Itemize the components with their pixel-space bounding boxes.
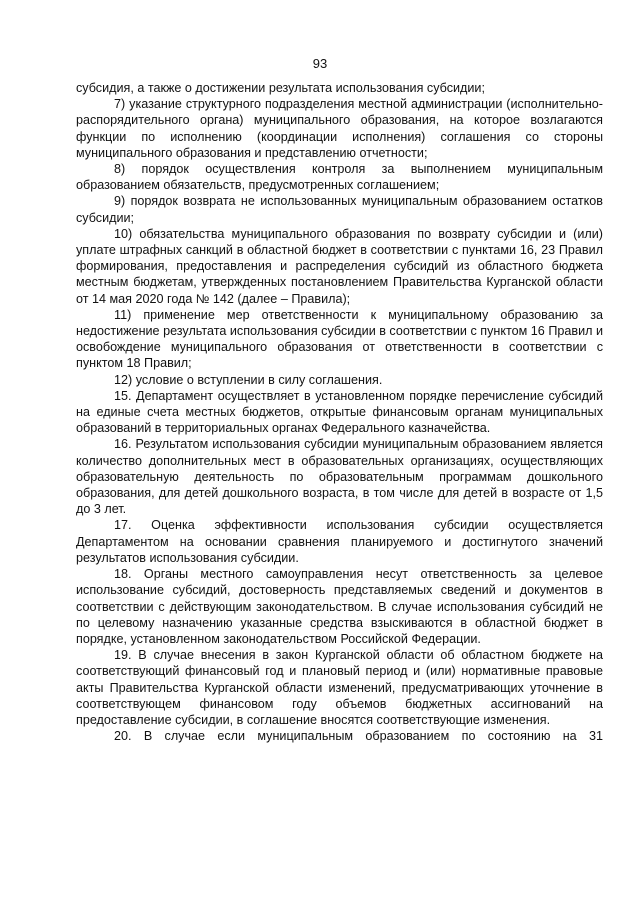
paragraph-item-8: 8) порядок осуществления контроля за выполнением муниципальным образованием обязательств, предусмотренных соглашением; bbox=[76, 162, 603, 193]
paragraph-item-9: 9) порядок возврата не использованных муниципальным образованием остатков субсидии; bbox=[76, 194, 603, 225]
paragraph-clause-20: 20. В случае если муниципальным образованием по состоянию на 31 bbox=[114, 729, 603, 744]
paragraph-clause-19: 19. В случае внесения в закон Курганской области об областном бюджете на соответствующий финансовый год и плановый период и (или) нормативные правовые акты Правительства Курганской области изменений, предусматривающих уточнение в соответствующем финансовом году объемов бюджетных ассигнований на предоставление субсидии, в соглашение вносятся соответствующие изменения. bbox=[76, 648, 603, 727]
page-number: 93 bbox=[312, 56, 328, 71]
paragraph-clause-15: 15. Департамент осуществляет в установленном порядке перечисление субсидий на единые счета местных бюджетов, открытые финансовым органам муниципальных образований в территориальных органах Федерального казначейства. bbox=[76, 388, 603, 436]
document-body bbox=[76, 80, 603, 744]
paragraph-item-12: 12) условие о вступлении в силу соглашения. bbox=[114, 372, 383, 387]
paragraph-clause-17: 17. Оценка эффективности использования субсидии осуществляется Департаментом на основании сравнения планируемого и достигнутого значений результатов использования субсидии. bbox=[76, 518, 603, 565]
paragraph-clause-18: 18. Органы местного самоуправления несут ответственность за целевое использование субсидий, достоверность представляемых сведений и документов в соответствии с действующим законодательством. В случае использования субсидий не по целевому назначению указанные средства взыскиваются в областной бюджет в порядке, установленном законодательством Российской Федерации. bbox=[76, 567, 603, 646]
paragraph-item-11: 11) применение мер ответственности к муниципальному образованию за недостижение результата использования субсидии в соответствии с пунктом 16 Правил и освобождение муниципального образования от ответственности в соответствии с пунктом 18 Правил; bbox=[76, 307, 603, 371]
paragraph-clause-16: 16. Результатом использования субсидии муниципальным образованием является количество дополнительных мест в образовательных организациях, осуществляющих образовательную деятельность по образовательным программам дошкольного образования, для детей дошкольного возраста, в том числе для детей в возрасте от 1,5 до 3 лет. bbox=[76, 437, 603, 517]
paragraph-item-7: 7) указание структурного подразделения местной администрации (исполнительно-распорядительного органа) муниципального образования, на которое возлагаются функции по исполнению (координации исполнения) соглашения со стороны муниципального образования и представлению отчетности; bbox=[76, 97, 603, 160]
paragraph-subsidy-result: субсидия, а также о достижении результата использования субсидии; bbox=[76, 81, 485, 95]
paragraph-item-10: 10) обязательства муниципального образования по возврату субсидии и (или) уплате штрафных санкций в областной бюджет в соответствии с пунктами 16, 23 Правил формирования, предоставления и распределения субсидий из областного бюджета местным бюджетам, утвержденных постановлением Правительства Курганской области от 14 мая 2020 года № 142 (далее – Правила); bbox=[76, 226, 603, 306]
